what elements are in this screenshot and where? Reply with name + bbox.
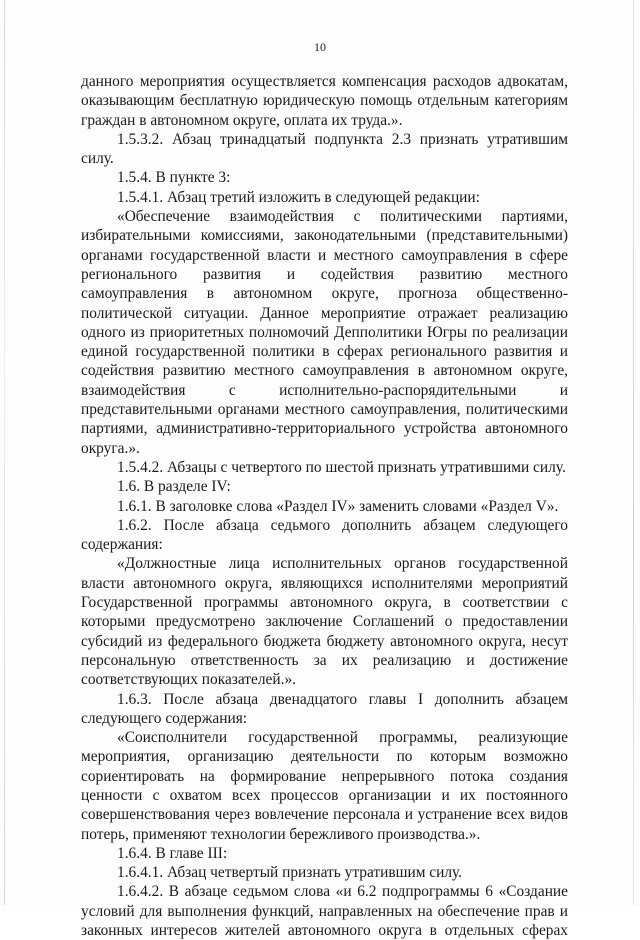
paragraph-1-5-4-2: 1.5.4.2. Абзацы с четвертого по шестой признать утратившими силу. [117, 458, 566, 476]
paragraph-1-6-4-2: 1.6.4.2. В абзаце седьмом слова «и 6.2 подпрограммы 6 «Создание условий для выполнения функций, направленных на обеспечение прав и законных интересов жителей автономного округа в отдельных сферах [81, 883, 568, 940]
paragraph-1-5-4-1: 1.5.4.1. Абзац третий изложить в следующей редакции: [117, 188, 480, 206]
document-body [81, 72, 568, 940]
paragraph-1-6: 1.6. В разделе IV: [117, 478, 231, 496]
paragraph-1-6-4: 1.6.4. В главе III: [117, 844, 228, 862]
paragraph-quote-officials: «Должностные лица исполнительных органов государственной власти автономного округа, являющихся исполнителями мероприятий Государственной программы автономного округа, в соответствии с которыми предусмотрено заключение Соглашений о предоставлении субсидий из федерального бюджета бюджету автономного округа, несут персональную ответственность за их реализацию и достижение соответствующих показателей.». [81, 555, 568, 689]
paragraph-1-6-2: 1.6.2. После абзаца седьмого дополнить абзацем следующего содержания: [81, 516, 568, 554]
paragraph-1-6-4-1: 1.6.4.1. Абзац четвертый признать утратившим силу. [117, 864, 463, 882]
page-number: 10 [314, 40, 326, 54]
paragraph-1-6-1: 1.6.1. В заголовке слова «Раздел IV» заменить словами «Раздел V». [117, 497, 559, 515]
paragraph-1-6-3: 1.6.3. После абзаца двенадцатого главы I дополнить абзацем следующего содержания: [81, 690, 568, 727]
paragraph-quote-co-executors: «Соисполнители государственной программы, реализующие мероприятия, организацию деятельности по которым возможно сориентировать на формирование непрерывного потока создания ценности с охватом всех процессов организации и их постоянного совершенствования через вовлечение персонала и устранение всех видов потерь, применяют технологии бережливого производства.». [81, 729, 568, 843]
scan-edge-left [4, 0, 5, 905]
paragraph-1-5-3-2: 1.5.3.2. Абзац тринадцатый подпункта 2.3 признать утратившим силу. [81, 130, 568, 168]
paragraph-1-5-4: 1.5.4. В пункте 3: [117, 169, 231, 187]
scan-edge-right [633, 0, 634, 905]
paragraph-quote-interaction: «Обеспечение взаимодействия с политическими партиями, избирательными комиссиями, законодательными (представительными) органами государственной власти и местного самоуправления в сфере регионального развития и содействия развитию местного самоуправления в автономном округе, прогноза общественно-политической ситуации. Данное мероприятие отражает реализацию одного из приоритетных полномочий Депполитики Югры по реализации единой государственной политики в сферах регионального развития и содействия развитию местного самоуправления в автономном округе, взаимодействия с исполнительно-распорядительными и представительными органами местного самоуправления, политическими партиями, административно-территориального устройства автономного округа.». [81, 208, 568, 457]
paragraph-continuation: данного мероприятия осуществляется компенсация расходов адвокатам, оказывающим бесплатную юридическую помощь отдельным категориям граждан в автономном округе, оплата их труда.». [81, 73, 568, 129]
